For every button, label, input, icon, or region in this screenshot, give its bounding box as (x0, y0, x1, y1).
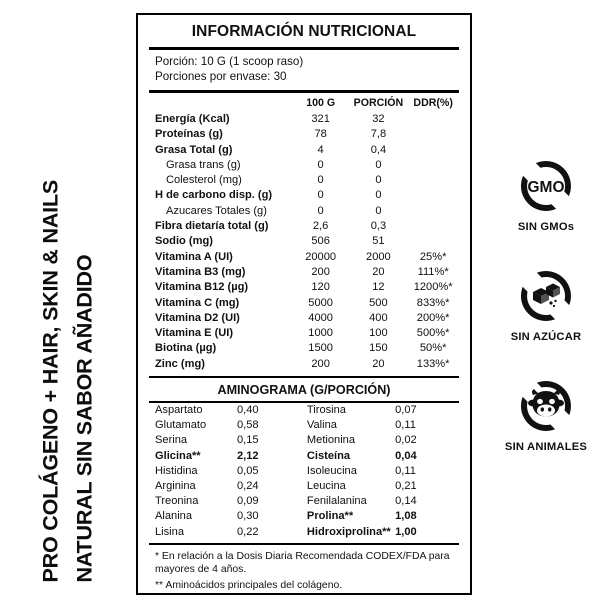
aminogram-cell-value1: 0,58 (236, 419, 259, 432)
footnotes (149, 545, 459, 593)
aminogram-cell-value2: 0,11 (395, 464, 416, 477)
aminogram-cell-name2: Fenilalanina (306, 495, 367, 508)
nutrition-cell-name: Fibra dietaría total (g) (155, 220, 269, 233)
nutrition-cell-name: Grasa Total (g) (155, 143, 233, 156)
aminogram-row (149, 525, 459, 540)
nutrition-cell-per-100g: 20000 (305, 250, 337, 263)
nutrition-row (149, 158, 459, 173)
aminogram-cell-name2: Tirosina (306, 404, 346, 416)
nutrition-cell-per-100g: 120 (311, 281, 330, 294)
nutrition-cell-name: Grasa trans (g) (166, 158, 241, 171)
nutrition-cell-name: Vitamina D2 (UI) (155, 311, 240, 324)
badge-label-no-animals: SIN ANIMALES (504, 441, 588, 453)
nutrition-cell-per-100g: 1000 (308, 327, 333, 340)
aminogram-cell-name2: Isoleucina (306, 464, 357, 477)
nutrition-cell-name: Vitamina A (UI) (155, 250, 233, 263)
product-title-line-1: PRO COLÁGENO + HAIR, SKIN & NAILS (38, 179, 63, 582)
certification-badges (482, 0, 610, 610)
nutrition-row (149, 173, 459, 188)
nutrition-row (149, 112, 459, 127)
nutrition-cell-ddr (407, 143, 459, 158)
nutrition-cell-per-100g: 2,6 (312, 220, 329, 233)
nutrition-cell-ddr: 1200%* (413, 281, 453, 294)
aminogram-cell-value1: 0,30 (236, 510, 259, 523)
aminogram-cell-name1: Serina (155, 434, 188, 447)
nutrition-cell-name: Vitamina C (mg) (155, 296, 240, 309)
nutrition-row (149, 127, 459, 142)
nutrition-cell-per-serving: 32 (372, 112, 385, 125)
nutrition-cell-ddr (407, 112, 459, 127)
aminogram-title: AMINOGRAMA (G/PORCIÓN) (217, 383, 391, 397)
aminogram-cell-value2: 1,00 (395, 525, 417, 538)
nutrition-cell-per-100g: 4 (317, 143, 324, 156)
aminogram-row (149, 479, 459, 494)
nutrition-cell-name: Proteínas (g) (155, 128, 223, 141)
nutrition-cell-per-100g: 506 (311, 235, 330, 248)
nutrition-cell-per-serving: 500 (369, 296, 388, 309)
nutrition-cell-per-100g: 78 (314, 128, 327, 141)
aminogram-cell-name2: Hidroxiprolina** (306, 525, 391, 538)
nutrition-cell-ddr (407, 219, 459, 234)
nutrition-row (149, 341, 459, 356)
aminogram-cell-value1: 0,24 (236, 480, 259, 493)
nutrition-cell-per-serving: 0 (375, 189, 382, 202)
nutrition-cell-ddr: 50%* (419, 342, 447, 355)
aminogram-cell-name2: Prolina** (306, 510, 354, 523)
servings-per-container: Porciones por envase: 30 (155, 69, 287, 83)
nutrition-cell-ddr (407, 158, 459, 173)
aminogram-cell-value1: 0,15 (236, 434, 259, 447)
aminogram-cell-value2: 0,11 (395, 419, 416, 432)
aminogram-row (149, 494, 459, 509)
nutrition-cell-ddr: 25%* (419, 250, 447, 263)
column-header-per-100g: 100 G (306, 96, 336, 109)
nutrition-cell-ddr (407, 127, 459, 142)
product-title-vertical (0, 0, 120, 610)
nutrition-cell-ddr (407, 173, 459, 188)
nutrition-cell-per-100g: 321 (311, 112, 330, 125)
badge-label-no-gmo: SIN GMOs (517, 221, 575, 233)
nutrition-cell-name: H de carbono disp. (g) (155, 189, 273, 202)
aminogram-cell-value2: 0,04 (395, 449, 417, 462)
nutrition-label-panel (136, 13, 472, 595)
aminogram-cell-name1: Lisina (155, 525, 184, 538)
nutrition-cell-ddr (407, 188, 459, 203)
nutrition-cell-ddr: 200%* (416, 311, 450, 324)
serving-info (149, 50, 459, 90)
aminogram-cell-name2: Cisteína (306, 449, 351, 462)
nutrition-row (149, 326, 459, 341)
serving-size: Porción: 10 G (1 scoop raso) (155, 55, 304, 68)
aminogram-cell-value2: 0,07 (395, 404, 417, 416)
nutrition-cell-per-serving: 100 (369, 327, 388, 340)
badge-label-no-sugar: SIN AZÚCAR (510, 331, 582, 343)
no-sugar-icon (518, 268, 574, 324)
aminogram-cell-name1: Treonina (155, 495, 199, 508)
nutrition-cell-per-100g: 200 (311, 357, 330, 370)
nutrition-cell-name: Vitamina B3 (mg) (155, 265, 246, 278)
column-header-per-serving: PORCIÓN (353, 96, 404, 109)
aminogram-cell-value1: 2,12 (236, 449, 259, 462)
nutrition-cell-per-serving: 0 (375, 158, 382, 171)
aminogram-cell-value1: 0,05 (236, 464, 259, 477)
column-header-name (149, 93, 292, 112)
aminogram-row (149, 449, 459, 464)
nutrition-table-header (149, 93, 459, 112)
nutrition-cell-per-100g: 0 (317, 158, 324, 171)
nutrition-cell-per-serving: 7,8 (370, 128, 387, 141)
aminogram-cell-value2: 1,08 (395, 510, 417, 523)
nutrition-cell-name: Vitamina B12 (µg) (155, 281, 249, 294)
aminogram-cell-name1: Histidina (155, 464, 198, 477)
nutrition-row (149, 234, 459, 249)
aminogram-row (149, 403, 459, 418)
nutrition-cell-per-serving: 20 (372, 357, 385, 370)
footnote-ddr: * En relación a la Dosis Diaria Recomendada CODEX/FDA para mayores de 4 años. (155, 550, 450, 576)
nutrition-cell-per-serving: 0,3 (370, 220, 387, 233)
aminogram-row (149, 433, 459, 448)
nutrition-row (149, 280, 459, 295)
nutrition-cell-per-100g: 0 (317, 174, 324, 187)
nutrition-cell-ddr (407, 204, 459, 219)
nutrition-cell-name: Energía (Kcal) (155, 112, 230, 125)
aminogram-cell-name2: Metionina (306, 434, 356, 447)
aminogram-cell-name2: Valina (306, 419, 337, 432)
nutrition-cell-ddr (407, 234, 459, 249)
footnote-amino: ** Aminoácidos principales del colágeno. (155, 579, 343, 591)
nutrition-row (149, 296, 459, 311)
nutrition-cell-ddr: 133%* (416, 357, 450, 370)
nutrition-cell-per-100g: 4000 (308, 311, 333, 324)
no-gmo-icon (518, 158, 574, 214)
nutrition-cell-ddr: 500%* (416, 327, 450, 340)
nutrition-cell-per-100g: 1500 (308, 342, 333, 355)
column-header-ddr: DDR(%) (413, 96, 453, 109)
nutrition-row (149, 188, 459, 203)
aminogram-table (149, 403, 459, 540)
aminogram-cell-value1: 0,22 (236, 525, 259, 538)
aminogram-cell-name1: Glicina** (155, 449, 201, 462)
badge-no-gmo (482, 158, 610, 233)
nutrition-cell-per-100g: 0 (317, 204, 324, 217)
nutrition-row (149, 357, 459, 372)
nutrition-cell-per-100g: 0 (317, 189, 324, 202)
aminogram-cell-name1: Aspartato (155, 404, 203, 416)
nutrition-cell-per-serving: 0 (375, 174, 382, 187)
nutrition-cell-per-serving: 150 (369, 342, 388, 355)
nutrition-row (149, 204, 459, 219)
nutrition-cell-ddr: 111%* (417, 265, 449, 278)
aminogram-cell-value2: 0,14 (395, 495, 417, 508)
aminogram-cell-name1: Glutamato (155, 419, 207, 432)
nutrition-cell-per-serving: 400 (369, 311, 388, 324)
nutrition-cell-per-serving: 20 (372, 265, 385, 278)
nutrition-cell-per-serving: 51 (372, 235, 385, 248)
page-title: INFORMACIÓN NUTRICIONAL (191, 23, 417, 40)
nutrition-cell-per-serving: 0 (375, 204, 382, 217)
aminogram-cell-value2: 0,21 (395, 480, 417, 493)
nutrition-table (149, 93, 459, 372)
nutrition-cell-per-serving: 12 (372, 281, 385, 294)
nutrition-cell-name: Sodio (mg) (155, 235, 213, 248)
nutrition-cell-name: Colesterol (mg) (166, 174, 242, 187)
aminogram-cell-value1: 0,09 (236, 495, 259, 508)
aminogram-cell-name1: Arginina (155, 480, 196, 493)
nutrition-cell-name: Vitamina E (UI) (155, 327, 234, 340)
svg-text:GMO: GMO (527, 179, 565, 196)
aminogram-row (149, 464, 459, 479)
nutrition-cell-name: Azucares Totales (g) (166, 204, 267, 217)
aminogram-row (149, 418, 459, 433)
nutrition-cell-per-serving: 0,4 (370, 143, 387, 156)
product-title-line-2: NATURAL SIN SABOR AÑADIDO (72, 254, 97, 582)
aminogram-cell-value1: 0,40 (236, 404, 259, 416)
nutrition-cell-per-serving: 2000 (366, 250, 391, 263)
nutrition-cell-ddr: 833%* (416, 296, 450, 309)
aminogram-cell-value2: 0,02 (395, 434, 417, 447)
no-animals-icon (518, 378, 574, 434)
nutrition-cell-name: Biotina (µg) (155, 342, 217, 355)
nutrition-row (149, 265, 459, 280)
nutrition-cell-per-100g: 200 (311, 265, 330, 278)
nutrition-cell-name: Zinc (mg) (155, 357, 205, 370)
nutrition-cell-per-100g: 5000 (308, 296, 333, 309)
badge-no-sugar (482, 268, 610, 343)
badge-no-animals (482, 378, 610, 453)
aminogram-cell-name2: Leucina (306, 480, 346, 493)
nutrition-row (149, 219, 459, 234)
nutrition-row (149, 250, 459, 265)
nutrition-row (149, 311, 459, 326)
nutrition-row (149, 143, 459, 158)
aminogram-cell-name1: Alanina (155, 510, 193, 523)
aminogram-row (149, 509, 459, 524)
